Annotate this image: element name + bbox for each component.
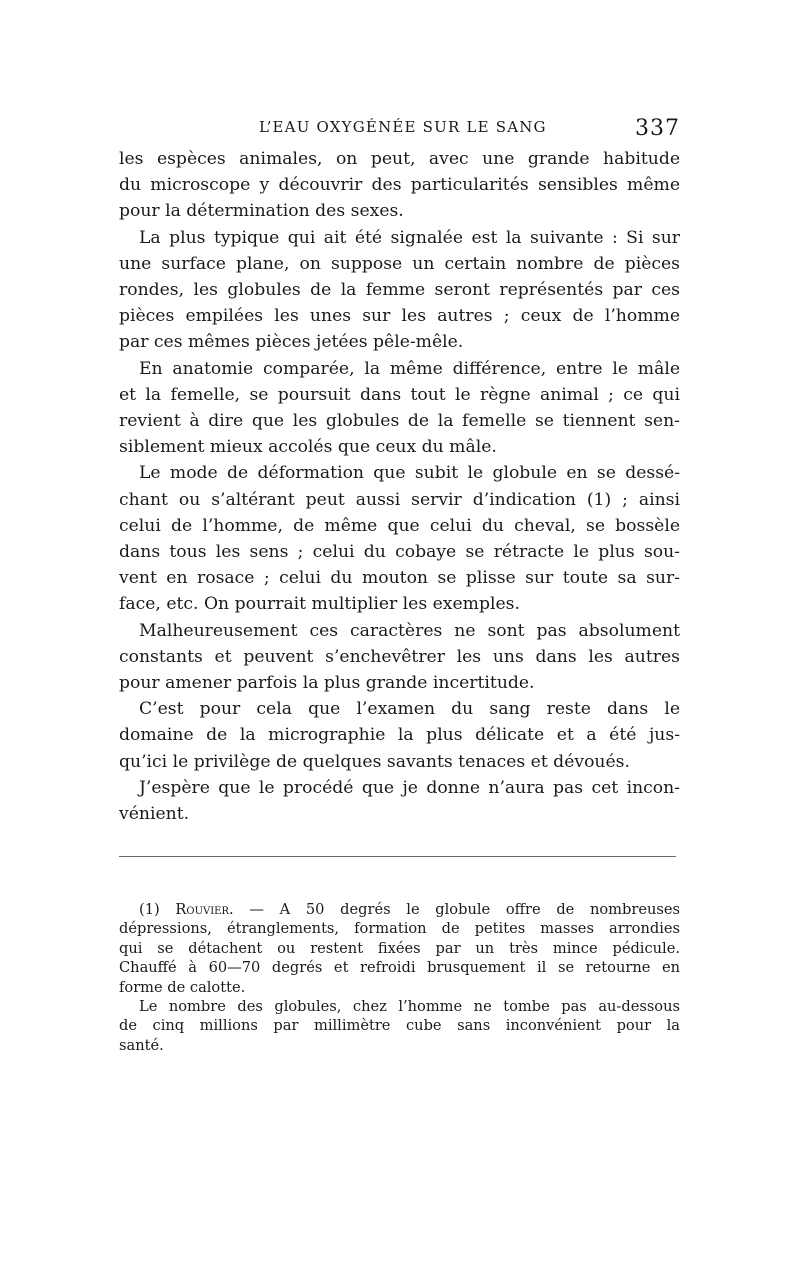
- paragraph-6: [119, 696, 680, 775]
- footnote-author: Rouvier: [175, 901, 230, 918]
- footnote-line: forme de calotte.: [119, 978, 246, 996]
- paragraph-4: [119, 460, 680, 617]
- text-line: La plus typique qui ait été signalée est la suivante : Si sur: [139, 227, 680, 248]
- text-line: pour la détermination des sexes.: [119, 201, 404, 222]
- footnote-marker: (1): [139, 901, 160, 918]
- footnote-line: santé.: [119, 1036, 164, 1054]
- text-line: pour amener parfois la plus grande incertitude.: [119, 673, 535, 694]
- text-line: pièces empilées les unes sur les autres ; ceux de l’homme: [119, 306, 680, 327]
- text-line: qu’ici le privilège de quelques savants tenaces et dévoués.: [119, 751, 630, 772]
- footnote-divider: [119, 856, 676, 857]
- text-line: domaine de la micrographie la plus délicate et a été jus-: [119, 725, 680, 746]
- footnote-line: de cinq millions par millimètre cube sans inconvénient pour la: [119, 1017, 680, 1035]
- text-line: En anatomie comparée, la même différence, entre le mâle: [139, 358, 680, 379]
- text-line: chant ou s’altérant peut aussi servir d’indication (1) ; ainsi: [119, 489, 680, 510]
- body-text: [119, 146, 680, 827]
- text-line: Le mode de déformation que subit le globule en se dessé-: [139, 463, 680, 484]
- text-line: J’espère que le procédé que je donne n’aura pas cet incon-: [139, 777, 680, 798]
- text-line: une surface plane, on suppose un certain nombre de pièces: [119, 253, 680, 274]
- paragraph-2: [119, 225, 680, 356]
- footnote-1: [119, 900, 680, 997]
- paragraph-7: [119, 775, 680, 827]
- text-line: vénient.: [119, 804, 190, 825]
- footnote-line: qui se détachent ou restent fixées par un très mince pédicule.: [119, 939, 680, 957]
- footnote-line: [119, 900, 680, 919]
- text-line: siblement mieux accolés que ceux du mâle.: [119, 437, 497, 458]
- footnote-line: Chauffé à 60—70 degrés et refroidi brusquement il se retourne en: [119, 959, 680, 977]
- text-line: par ces mêmes pièces jetées pêle-mêle.: [119, 332, 464, 353]
- footnote-line: dépressions, étranglements, formation de petites masses arrondies: [119, 920, 680, 938]
- page-number: 337: [635, 116, 680, 141]
- text-line: face, etc. On pourrait multiplier les exemples.: [119, 594, 520, 615]
- text-line: C’est pour cela que l’examen du sang reste dans le: [139, 699, 680, 720]
- text-line: du microscope y découvrir des particularités sensibles même: [119, 175, 680, 196]
- paragraph-1: [119, 146, 680, 225]
- running-title: L’EAU OXYGÉNÉE SUR LE SANG: [259, 118, 547, 136]
- text-line: celui de l’homme, de même que celui du cheval, se bossèle: [119, 515, 680, 536]
- text-line: et la femelle, se poursuit dans tout le règne animal ; ce qui: [119, 384, 680, 405]
- footnote-2: [119, 997, 680, 1055]
- book-page: [119, 0, 680, 1262]
- text-line: vent en rosace ; celui du mouton se plisse sur toute sa sur-: [119, 568, 680, 589]
- text-line: constants et peuvent s’enchevêtrer les uns dans les autres: [119, 646, 680, 667]
- text-line: dans tous les sens ; celui du cobaye se rétracte le plus sou-: [119, 542, 680, 563]
- text-line: revient à dire que les globules de la femelle se tiennent sen-: [119, 411, 680, 432]
- footnote-line: Le nombre des globules, chez l’homme ne tombe pas au-dessous: [139, 998, 680, 1016]
- paragraph-3: [119, 356, 680, 461]
- footnotes: [119, 900, 680, 1055]
- text-line: les espèces animales, on peut, avec une grande habitude: [119, 149, 680, 169]
- footnote-text: . — A 50 degrés le globule offre de nombreuses: [229, 901, 680, 918]
- running-head: [119, 116, 680, 140]
- text-line: Malheureusement ces caractères ne sont pas absolument: [139, 620, 680, 641]
- paragraph-5: [119, 618, 680, 697]
- text-line: rondes, les globules de la femme seront représentés par ces: [119, 280, 680, 301]
